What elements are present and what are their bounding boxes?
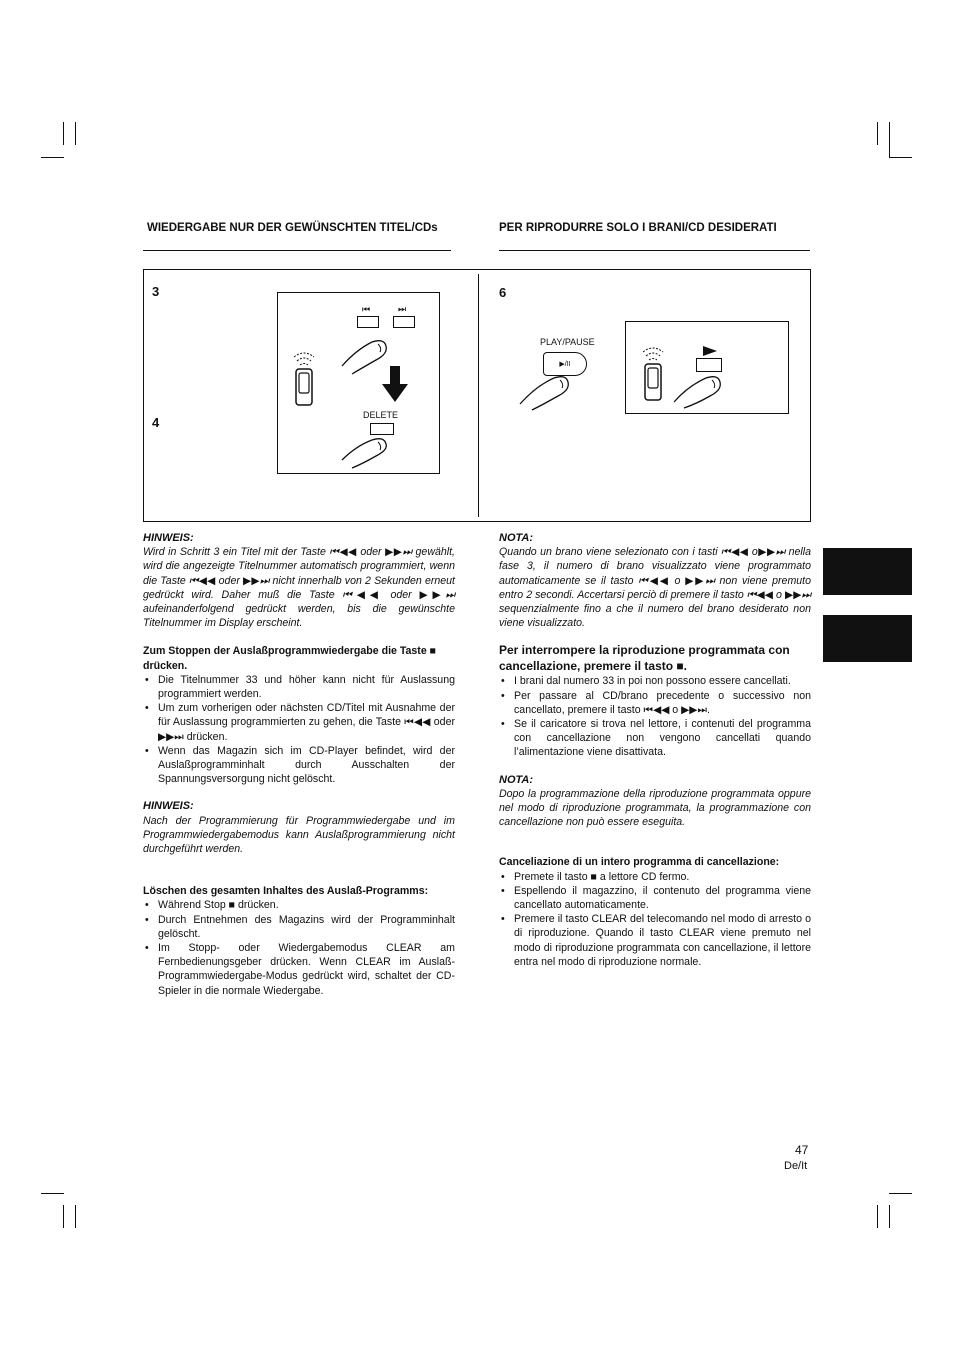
bullet-list [143,673,455,787]
remote-control-icon [284,345,324,411]
crop-mark [889,157,912,158]
subsection-heading: Per interrompere la riproduzione programmata con cancellazione, premere il tasto ■. [499,643,790,673]
crop-mark [41,1193,64,1194]
delete-button-label: DELETE [363,410,399,420]
bullet-list [499,674,811,759]
crop-mark [63,122,64,145]
language-tab-it [823,615,912,662]
finger-icon [670,372,726,410]
next-skip-button[interactable] [393,316,415,328]
language-code: De/It [784,1160,808,1172]
list-item: • I brani dal numero 33 in poi non possono essere cancellati. [499,674,811,688]
list-item: • Um zum vorherigen oder nächsten CD/Titel mit Ausnahme der für Auslassung programmierten zu gehen, die Taste ⏮◀◀ oder ▶▶⏭ drücken. [143,701,455,744]
section-title-de: WIEDERGABE NUR DER GEWÜNSCHTEN TITEL/CDs [147,222,438,234]
crop-mark [889,1193,912,1194]
note-heading: HINWEIS: [143,800,194,813]
crop-mark [889,1205,890,1228]
german-column [143,531,455,998]
remote-control-icon [633,340,673,406]
prev-button-glyph: ⏮ [362,304,371,314]
step-number-3: 3 [152,284,160,299]
next-button-glyph: ⏭ [398,304,407,314]
note-heading: NOTA: [499,773,534,786]
crop-mark [75,1205,76,1228]
crop-mark [889,122,890,158]
delete-button[interactable] [370,423,394,435]
note-text: Nach der Programmierung für Programmwiedergabe und im Programmwiedergabemodus kann Auslaßprogrammierung nicht durchgeführt werden. [143,814,455,856]
note-text: Quando un brano viene selezionato con i tasti ⏮◀◀ o▶▶⏭ nella fase 3, il numero di brano visualizzato viene programmato automaticamente se il tasto ⏮◀◀ o ▶▶⏭ non viene premuto entro 2 secondi. Accertarsi perciò di premere il tasto ⏮◀◀ o ▶▶⏭ sequenzialmente fino a che il numero del brano desiderato non viene visualizzato. [499,546,811,630]
step-number-6: 6 [499,285,507,300]
note-text: Dopo la programmazione della riproduzione programmata oppure nel modo di riproduzione programmata, la programmazione con cancellazione non può essere eseguita. [499,787,811,829]
crop-mark [877,1205,878,1228]
down-arrow-icon [380,364,410,404]
list-item: • Die Titelnummer 33 und höher kann nicht für Auslassung programmiert werden. [143,673,455,701]
crop-mark [63,1205,64,1228]
step-number-4: 4 [152,415,160,430]
prev-skip-button[interactable] [357,316,379,328]
note-heading: HINWEIS: [143,532,194,544]
crop-mark [41,157,64,158]
play-pause-glyph: ▶/II [559,361,571,368]
finger-icon [338,436,392,470]
list-item: • Durch Entnehmen des Magazins wird der Programminhalt gelöscht. [143,913,455,941]
list-item: • Espellendo il magazzino, il contenuto del programma viene cancellato automaticamente. [499,884,811,912]
note-text: Wird in Schritt 3 ein Titel mit der Taste ⏮◀◀ oder ▶▶⏭ gewählt, wird die angezeigte Titelnummer automatisch programmiert, wenn die Taste ⏮◀◀ oder ▶▶⏭ nicht innerhalb von 2 Sekunden erneut gedrückt wird. Daher muß die Taste ⏮◀◀ oder ▶▶⏭ aufeinanderfolgend gedrückt werden, bis die gewünschte Titelnummer im Display erscheint. [143,546,455,630]
crop-mark [877,122,878,145]
list-item: • Premete il tasto ■ a lettore CD fermo. [499,870,811,884]
play-pause-label: PLAY/PAUSE [540,337,595,347]
subsection-heading: Löschen des gesamten Inhaltes des Auslaß-Programms: [143,885,429,898]
finger-icon [516,372,576,412]
list-item: • Per passare al CD/brano precedente o successivo non cancellato, premere il tasto ⏮◀◀ o ▶▶⏭. [499,689,811,717]
play-icon [702,345,718,357]
bullet-list [499,870,811,969]
list-item: • Wenn das Magazin sich im CD-Player befindet, wird der Auslaßprogramminhalt durch Ausschalten der Spannungsversorgung nicht gelöscht. [143,744,455,787]
page-number: 47 [795,1143,809,1157]
crop-mark [75,122,76,145]
header-rule-de [143,250,451,251]
section-title-it: PER RIPRODURRE SOLO I BRANI/CD DESIDERATI [499,222,777,234]
note-heading: NOTA: [499,532,534,544]
illustration-divider [478,274,479,517]
list-item: • Im Stopp- oder Wiedergabemodus CLEAR am Fernbedienungsgeber drücken. Wenn CLEAR im Auslaß-Programmwiedergabe-Modus gedrückt wird, schaltet der CD-Spieler in die normale Wiedergabe. [143,941,455,998]
list-item: • Premere il tasto CLEAR del telecomando nel modo di arresto o di riproduzione. Quando il tasto CLEAR viene premuto nel modo di riproduzione programmata con cancellazione, il lettore entra nel modo di riproduzione normale. [499,912,811,969]
list-item: • Se il caricatore si trova nel lettore, i contenuti del programma con cancellazione non vengono cancellati quando l’alimentazione viene disattivata. [499,717,811,760]
bullet-list [143,898,455,997]
subsection-heading: Zum Stoppen der Auslaßprogrammwiedergabe die Taste ■ drücken. [143,645,437,672]
play-button[interactable] [696,358,722,372]
header-rule-it [499,250,810,251]
subsection-heading: Canceliazione di un intero programma di cancellazione: [499,856,780,869]
language-tab-de [823,548,912,595]
list-item: • Während Stop ■ drücken. [143,898,455,912]
italian-column [499,531,811,969]
